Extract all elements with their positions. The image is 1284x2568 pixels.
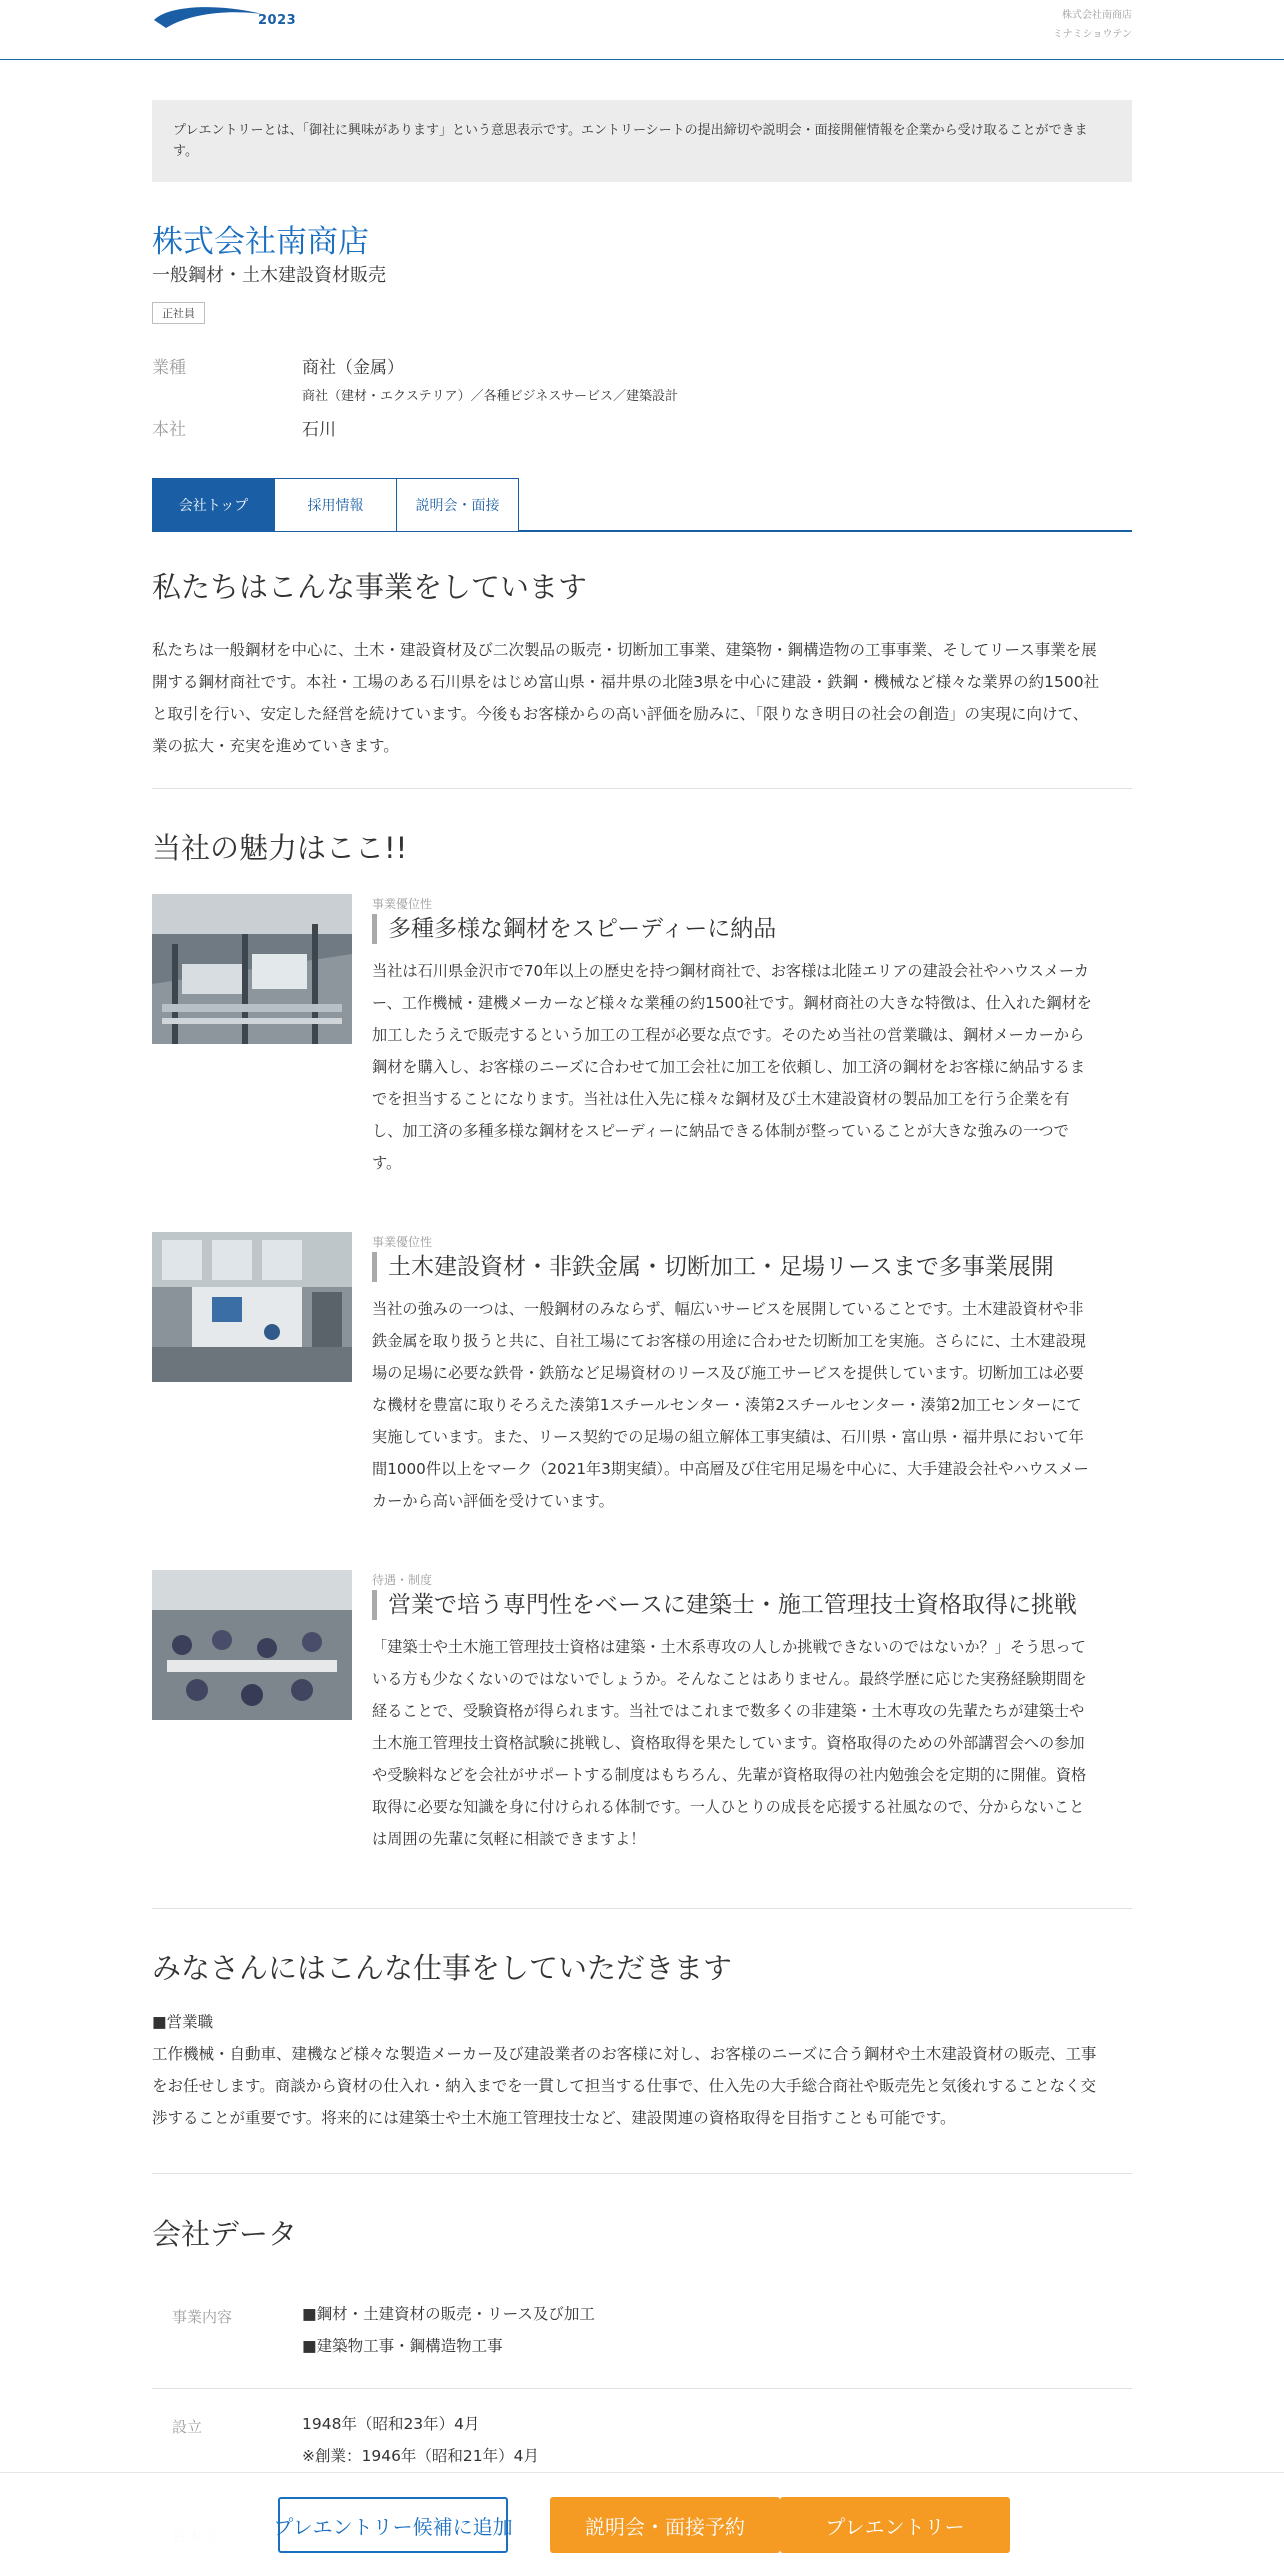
business-description [152, 634, 1132, 762]
industry-sub: 商社（建材・エクステリア）／各種ビジネスサービス／建築設計 [302, 389, 678, 404]
feature-line: 当社は石川県金沢市で70年以上の歴史を持つ鋼材商社で、お客様は北陸エリアの建設会社やハウスメーカ [372, 962, 1089, 980]
tab-seminar-interview[interactable]: 説明会・面接 [396, 478, 519, 531]
section-divider [152, 2173, 1132, 2174]
feature-title: 多種多様な鋼材をスピーディーに納品 [372, 914, 776, 944]
svg-text:リクナビ: リクナビ [204, 13, 252, 27]
data-label-founded: 設立 [172, 2418, 203, 2436]
data-label-business: 事業内容 [172, 2308, 233, 2326]
feature-line: カーから高い評価を受けています。 [372, 1492, 614, 1510]
feature-line: 土木施工管理技士資格試験に挑戦し、資格取得を果たしています。資格取得のための外部講習会への参加 [372, 1734, 1085, 1752]
bottom-action-bar [0, 2472, 1284, 2568]
job-line: 渉することが重要です。将来的には建築士や土木施工管理技士など、建設関連の資格取得を目指すことも可能です。 [152, 2109, 956, 2127]
study-session-photo [152, 1570, 352, 1720]
feature-category: 事業優位性 [372, 897, 433, 911]
feature-line: でを担当することになります。当社は仕入先に様々な鋼材及び土木建設資材の製品加工を行う企業を有 [372, 1090, 1070, 1108]
feature-line: 鋼材を購入し、お客様のニーズに合わせて加工会社に加工を依頼し、加工済の鋼材をお客様に納品するま [372, 1058, 1086, 1076]
company-data-title: 会社データ [152, 2217, 298, 2251]
data-value-founded [302, 2408, 539, 2472]
feature-description [372, 955, 1127, 1179]
section-divider [152, 1908, 1132, 1909]
section-divider [152, 788, 1132, 789]
industry-value: 商社（金属） [302, 358, 404, 378]
feature-line: 取得に必要な知識を身に付けられる体制です。一人ひとりの成長を応援する社風なので、分からないこと [372, 1798, 1085, 1816]
feature-line: ー、工作機械・建機メーカーなど様々な業種の約1500社です。鋼材商社の大きな特徴は、仕入れた鋼材を [372, 994, 1092, 1012]
feature-description [372, 1631, 1127, 1855]
feature-line: や受験料などを会社がサポートする制度はもちろん、先輩が資格取得の社内勉強会を定期的に開催。資格 [372, 1766, 1087, 1784]
header-company-kana: ミナミショウテン [1052, 29, 1132, 40]
business-line: 私たちは一般鋼材を中心に、土木・建設資材及び二次製品の販売・切断加工事業、建築物・鋼構造物の工事事業、そしてリース事業を展 [152, 641, 1097, 659]
appeal-section-title: 当社の魅力はここ!! [152, 831, 408, 865]
job-line: をお任せします。商談から資材の仕入れ・納入までを一貫して担当する仕事で、仕入先の大手総合商社や販売先と気後れすることなく交 [152, 2077, 1096, 2095]
company-tabs [152, 478, 1132, 532]
feature-category: 事業優位性 [372, 1235, 433, 1249]
job-role: ■営業職 [152, 2013, 214, 2031]
hq-value: 石川 [302, 420, 336, 440]
company-name: 株式会社南商店 [152, 224, 369, 260]
feature-line: は周囲の先輩に気軽に相談できますよ！ [372, 1830, 646, 1848]
tab-recruitment-info[interactable]: 採用情報 [274, 478, 397, 531]
tab-company-top[interactable]: 会社トップ [152, 478, 275, 531]
add-pre-entry-candidate-button[interactable]: プレエントリー候補に追加 [278, 2497, 508, 2553]
header-company-name: 株式会社南商店 [1062, 10, 1132, 21]
company-tagline: 一般鋼材・土木建設資材販売 [152, 265, 386, 286]
logo-year: 2023 [258, 13, 297, 28]
feature-line: 実施しています。また、リース契約での足場の組立解体工事実績は、石川県・富山県・福井県において年 [372, 1428, 1084, 1446]
feature-line: 当社の強みの一つは、一般鋼材のみならず、幅広いサービスを展開していることです。土木建設資材や非 [372, 1300, 1084, 1318]
feature-line: 鉄金属を取り扱うと共に、自社工場にてお客様の用途に合わせた切断加工を実施。さらにに、土木建設現 [372, 1332, 1086, 1350]
data-value-line: ■建築物工事・鋼構造物工事 [302, 2337, 503, 2355]
feature-description [372, 1293, 1127, 1517]
steel-warehouse-photo [152, 894, 352, 1044]
feature-line: 加工したうえで販売するという加工の工程が必要な点です。そのため当社の営業職は、鋼材メーカーから [372, 1026, 1085, 1044]
feature-line: す。 [372, 1154, 402, 1172]
feature-line: 経ることで、受験資格が得られます。当社ではこれまで数多くの非建築・土木専攻の先輩たちが建築士や [372, 1702, 1085, 1720]
row-divider [152, 2388, 1132, 2389]
header-company-info [1053, 6, 1132, 44]
seminar-reservation-button[interactable]: 説明会・面接予約 [550, 2497, 780, 2553]
industry-label: 業種 [152, 358, 186, 378]
feature-line: 間1000件以上をマーク（2021年3期実績）。中高層及び住宅用足場を中心に、大手建設会社やハウスメー [372, 1460, 1089, 1478]
feature-category: 待遇・制度 [372, 1573, 433, 1587]
hq-label: 本社 [152, 420, 186, 440]
pre-entry-button[interactable]: プレエントリー [780, 2497, 1010, 2553]
business-section-title: 私たちはこんな事業をしています [152, 570, 588, 604]
data-value-line: ■鋼材・土建資材の販売・リース及び加工 [302, 2305, 595, 2323]
pre-entry-notice: プレエントリーとは、「御社に興味があります」という意思表示です。エントリーシートの提出締切や説明会・面接開催情報を企業から受け取ることができます。 [152, 100, 1132, 182]
business-line: 開する鋼材商社です。本社・工場のある石川県をはじめ富山県・福井県の北陸3県を中心に建設・鉄鋼・機械など様々な業界の約1500社 [152, 673, 1100, 691]
feature-line: な機材を豊富に取りそろえた湊第1スチールセンター・湊第2スチールセンター・湊第2加工センターにて [372, 1396, 1082, 1414]
job-line: 工作機械・自動車、建機など様々な製造メーカー及び建設業者のお客様に対し、お客様のニーズに合う鋼材や土木建設資材の販売、工事 [152, 2045, 1097, 2063]
data-value-business [302, 2298, 595, 2362]
jobs-description [152, 2006, 1132, 2134]
site-header [0, 0, 1284, 60]
business-line: 業の拡大・充実を進めていきます。 [152, 737, 399, 755]
feature-title: 土木建設資材・非鉄金属・切断加工・足場リースまで多事業展開 [372, 1252, 1054, 1282]
data-value-line: ※創業：1946年（昭和21年）4月 [302, 2447, 540, 2465]
employment-type-badge: 正社員 [152, 302, 205, 324]
feature-line: 「建築士や土木施工管理技士資格は建築・土木系専攻の人しか挑戦できないのではないか？」そう思って [372, 1638, 1086, 1656]
feature-line: 場の足場に必要な鉄骨・鉄筋など足場資材のリース及び施工サービスを提供しています。切断加工は必要 [372, 1364, 1084, 1382]
jobs-section-title: みなさんにはこんな仕事をしていただきます [152, 1951, 733, 1985]
feature-line: いる方も少なくないのではないでしょうか。そんなことはありません。最終学歴に応じた実務経験期間を [372, 1670, 1087, 1688]
cutting-machine-photo [152, 1232, 352, 1382]
data-value-line: 1948年（昭和23年）4月 [302, 2415, 480, 2433]
feature-title: 営業で培う専門性をベースに建築士・施工管理技士資格取得に挑戦 [372, 1590, 1077, 1620]
business-line: と取引を行い、安定した経営を続けています。今後もお客様からの高い評価を励みに、「限りなき明日の社会の創造」の実現に向けて、 [152, 705, 1089, 723]
feature-line: し、加工済の多種多様な鋼材をスピーディーに納品できる体制が整っていることが大きな強みの一つで [372, 1122, 1069, 1140]
rikunabi-logo[interactable] [152, 6, 302, 30]
